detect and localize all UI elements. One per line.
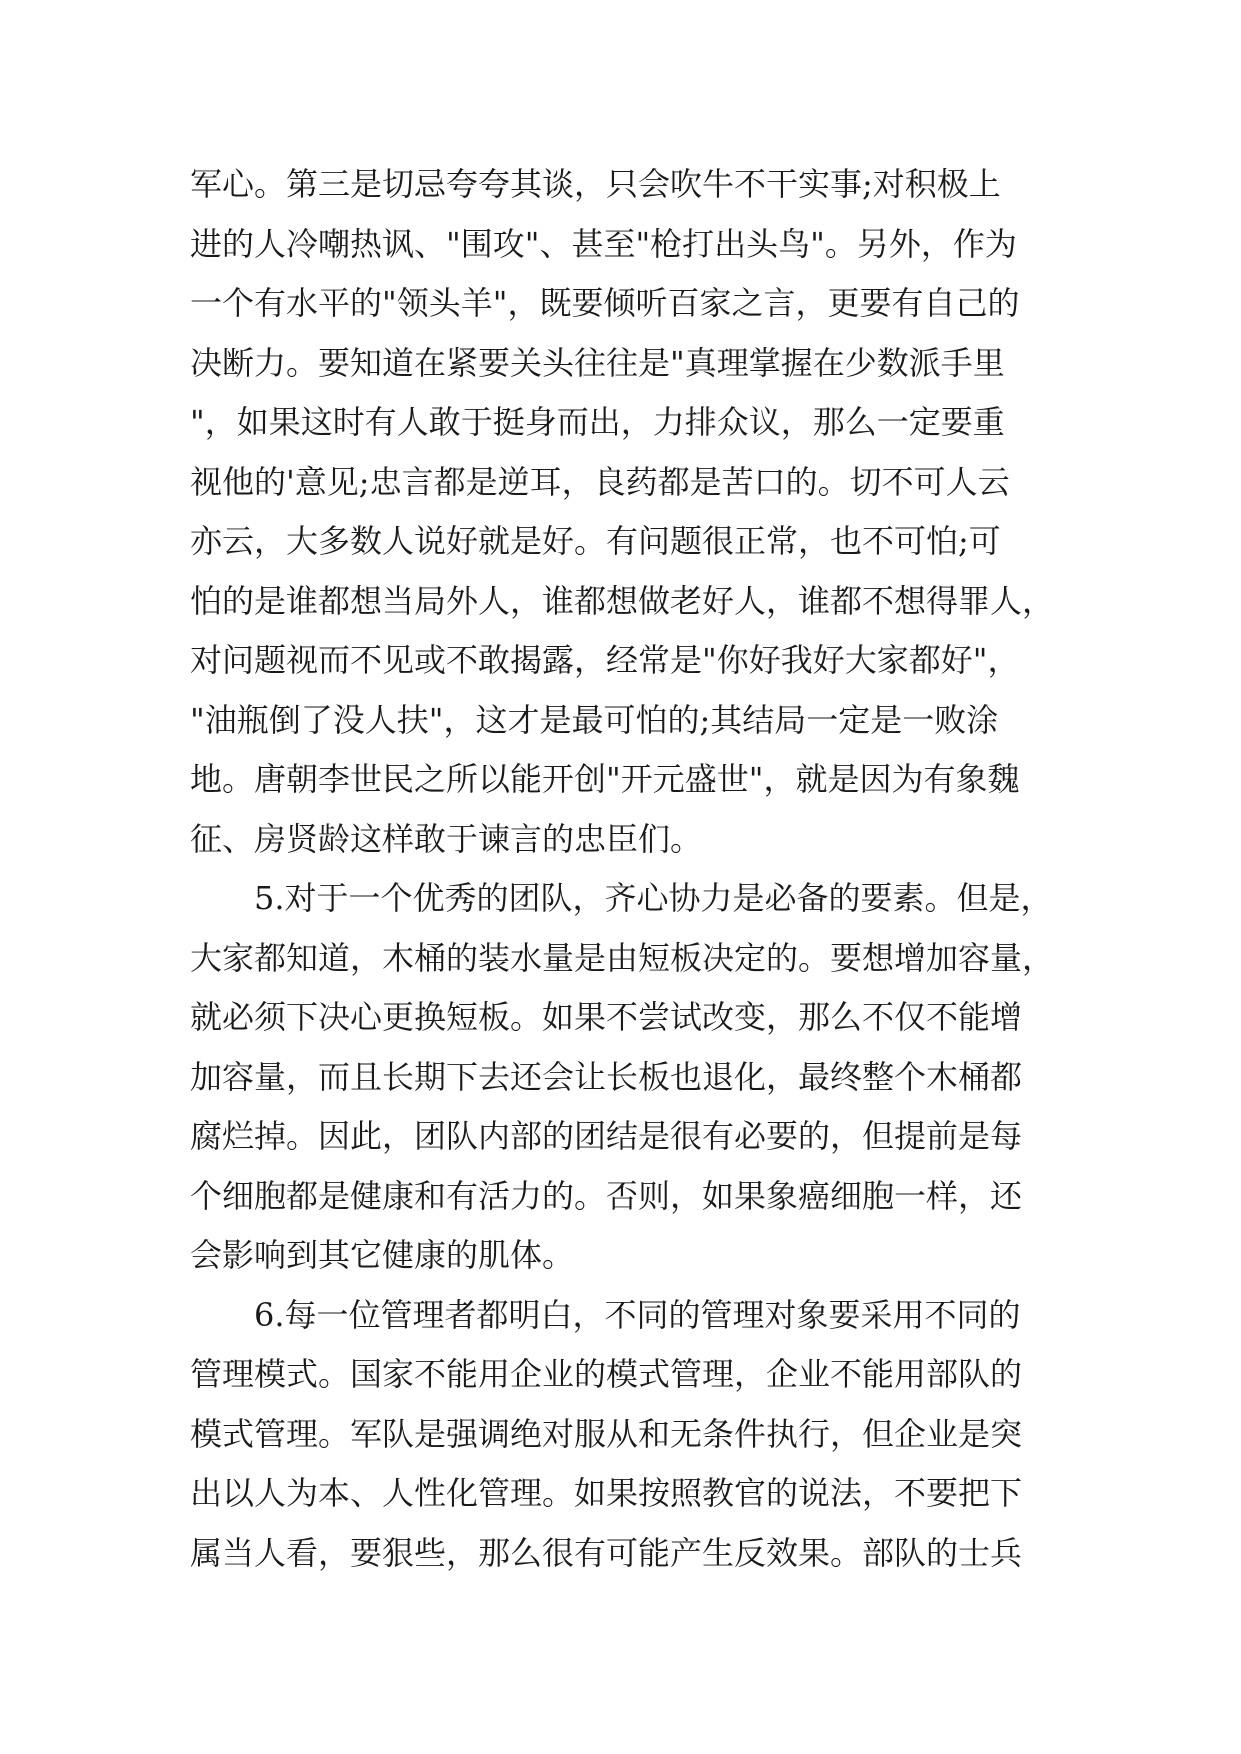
text-line: 怕的是谁都想当局外人，谁都想做老好人，谁都不想得罪人， (190, 581, 1055, 620)
text-line: 视他的'意见;忠言都是逆耳，良药都是苦口的。切不可人云 (190, 462, 1010, 501)
text-line: 对问题视而不见或不敢揭露，经常是"你好我好大家都好"， (190, 641, 1020, 679)
text-line: "油瓶倒了没人扶"，这才是最可怕的;其结局一定是一败涂 (190, 700, 999, 739)
text-line: 军心。第三是切忌夸夸其谈，只会吹牛不干实事;对积极上 (190, 165, 1001, 203)
text-line: "，如果这时有人敢于挺身而出，力排众议，那么一定要重 (190, 403, 1005, 441)
text-line: 进的人冷嘲热讽、"围攻"、甚至"枪打出头鸟"。另外，作为 (190, 224, 1017, 263)
text-line: 亦云，大多数人说好就是好。有问题很正常，也不可怕;可 (190, 522, 1001, 560)
text-line: 决断力。要知道在紧要关头往往是"真理掌握在少数派手里 (190, 343, 1005, 382)
text-line: 腐烂掉。因此，团队内部的团结是很有必要的，但提前是每 (190, 1117, 1023, 1155)
text-line: 就必须下决心更换短板。如果不尝试改变，那么不仅不能增 (190, 998, 1023, 1036)
text-line: 大家都知道，木桶的装水量是由短板决定的。要想增加容量， (190, 938, 1055, 977)
body-text (190, 155, 1055, 1583)
text-line: 加容量，而且长期下去还会让长板也退化，最终整个木桶都 (190, 1057, 1023, 1096)
text-line: 地。唐朝李世民之所以能开创"开元盛世"，就是因为有象魏 (190, 760, 1020, 798)
text-line: 模式管理。军队是强调绝对服从和无条件执行，但企业是突 (190, 1414, 1023, 1453)
paragraph-first-line: 6.每一位管理者都明白，不同的管理对象要采用不同的 (254, 1295, 1021, 1334)
text-line: 一个有水平的"领头羊"，既要倾听百家之言，更要有自己的 (190, 284, 1020, 322)
text-line: 管理模式。国家不能用企业的模式管理，企业不能用部队的 (190, 1355, 1023, 1393)
text-line: 个细胞都是健康和有活力的。否则，如果象癌细胞一样，还 (190, 1176, 1023, 1215)
paragraph-first-line: 5.对于一个优秀的团队，齐心协力是必备的要素。但是， (254, 879, 1053, 917)
text-line: 属当人看，要狠些，那么很有可能产生反效果。部队的士兵 (190, 1533, 1023, 1572)
text-line: 出以人为本、人性化管理。如果按照教官的说法，不要把下 (190, 1474, 1023, 1512)
text-line: 会影响到其它健康的肌体。 (190, 1236, 575, 1274)
text-line: 征、房贤龄这样敢于谏言的忠臣们。 (190, 819, 703, 858)
